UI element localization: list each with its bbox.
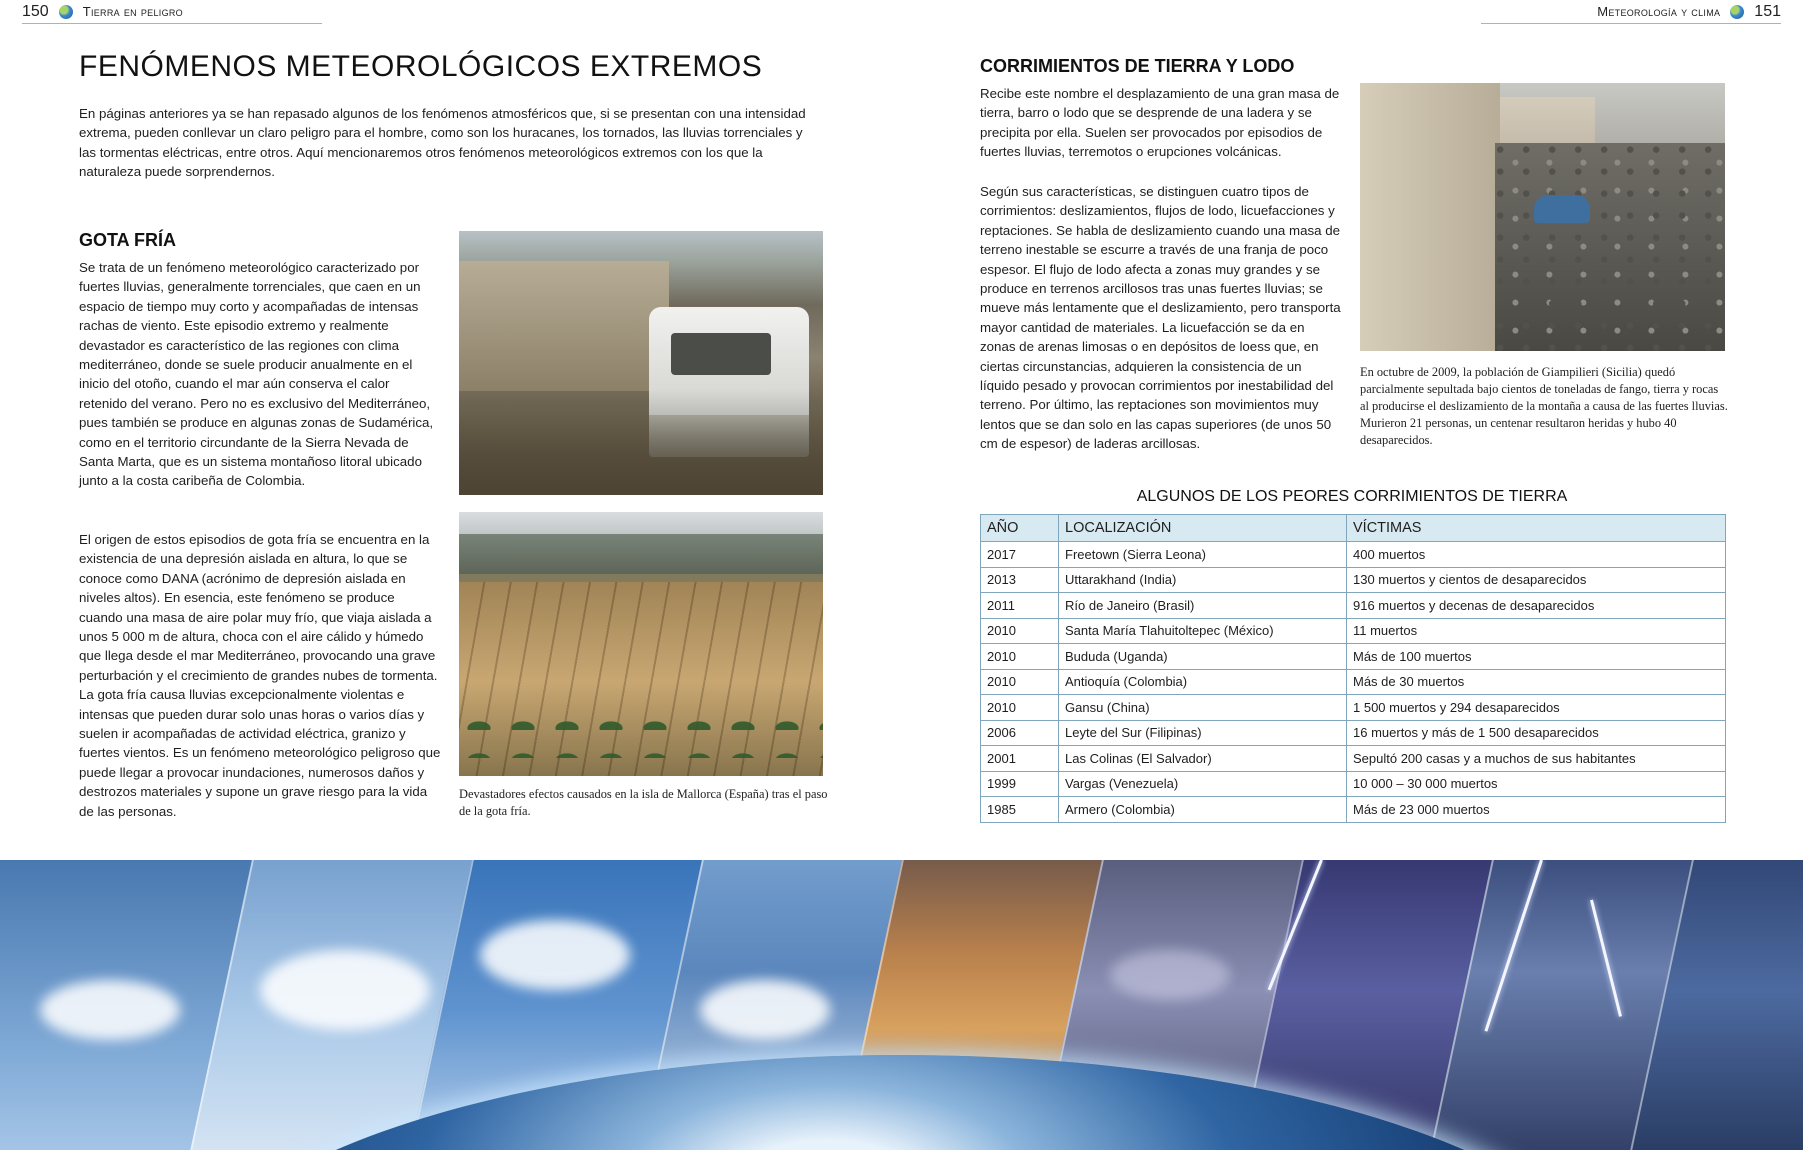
year-cell: 2010 bbox=[981, 669, 1059, 695]
location-cell: Leyte del Sur (Filipinas) bbox=[1059, 720, 1347, 746]
table-row bbox=[981, 771, 1726, 797]
year-cell: 2013 bbox=[981, 567, 1059, 593]
gota-fria-paragraph-2: El origen de estos episodios de gota fría se encuentra en la existencia de una depresión aislada en altura, lo que se conoce como DANA (acrónimo de depresión aislada en niveles altos). En esencia, este fenómeno se produce cuando una masa de aire polar muy frío, que viaja aislada a unos 5 000 m de altura, choca con el aire cálido y húmedo que llega desde el mar Mediterráneo, provocando una grave perturbación y el crecimiento de grandes nubes de tormenta. La gota fría causa lluvias excepcionalmente violentas e intensas que pueden durar solo unas horas o varios días y suelen ir acompañadas de actividad eléctrica, granizo y fuertes vientos. Es un fenómeno meteorológico peligroso que puede llegar a provocar inundaciones, numerosos daños y destrozos materiales y supone un grave riesgo para la vida de las personas. bbox=[79, 532, 441, 819]
victims-cell: Más de 30 muertos bbox=[1347, 669, 1726, 695]
corrimientos-paragraph-2: Según sus características, se distinguen cuatro tipos de corrimientos: deslizamientos, flujos de lodo, licuefacciones y reptaciones. Se habla de deslizamiento cuando una masa de terreno inestable se escurre a través de una franja de poco espesor. El flujo de lodo afecta a zonas muy grandes y se produce en terrenos arcillosos tras unas fuertes lluvias; se mueve más lentamente que el deslizamiento, pero transporta mayor cantidad de materiales. La licuefacción se da en zonas de arenas limosas o en depósitos de loess que, en ciertas circunstancias, adquieren la consistencia de un líquido pesado y provocan corrimientos por inestabilidad del terreno. Por último, las reptaciones son movimientos muy lentos que se dan solo en las capas superiores (de unos 50 cm de espesor) de laderas arcillosas. bbox=[980, 184, 1341, 452]
table-title: ALGUNOS DE LOS PEORES CORRIMIENTOS DE TIERRA bbox=[1136, 488, 1568, 505]
table-row bbox=[981, 797, 1726, 823]
column-header-victims: VÍCTIMAS bbox=[1347, 515, 1726, 542]
section-title-left: Tierra en peligro bbox=[82, 4, 183, 19]
table-row bbox=[981, 593, 1726, 619]
year-cell: 2006 bbox=[981, 720, 1059, 746]
year-cell: 1985 bbox=[981, 797, 1059, 823]
column-header-year: AÑO bbox=[981, 515, 1059, 542]
table-row bbox=[981, 695, 1726, 721]
victims-cell: Más de 100 muertos bbox=[1347, 644, 1726, 670]
running-header-right bbox=[1481, 0, 1781, 24]
globe-icon bbox=[59, 5, 73, 19]
table-row bbox=[981, 644, 1726, 670]
page-number-right: 151 bbox=[1754, 2, 1781, 20]
section-heading-gota-fria: GOTA FRÍA bbox=[79, 230, 176, 250]
year-cell: 2010 bbox=[981, 644, 1059, 670]
location-cell: Las Colinas (El Salvador) bbox=[1059, 746, 1347, 772]
flooded-greenhouse-photo bbox=[459, 512, 823, 776]
location-cell: Uttarakhand (India) bbox=[1059, 567, 1347, 593]
victims-cell: 130 muertos y cientos de desaparecidos bbox=[1347, 567, 1726, 593]
victims-cell: Sepultó 200 casas y a muchos de sus habitantes bbox=[1347, 746, 1726, 772]
location-cell: Antioquía (Colombia) bbox=[1059, 669, 1347, 695]
landslide-photo bbox=[1360, 83, 1725, 351]
section-title-right: Meteorología y clima bbox=[1597, 4, 1721, 19]
photo-caption-giampilieri: En octubre de 2009, la población de Giampilieri (Sicilia) quedó parcialmente sepultada bajo cientos de toneladas de fango, tierra y rocas al producirse el deslizamiento de la montaña a causa de las fuertes lluvias. Murieron 21 personas, un centenar resultaron heridas y hubo 40 desaparecidos. bbox=[1360, 365, 1728, 447]
gota-fria-paragraph-1: Se trata de un fenómeno meteorológico caracterizado por fuertes lluvias, generalmente torrenciales, que caen en un espacio de tiempo muy corto y acompañadas de intensas rachas de viento. Este episodio extremo y realmente devastador es característico de las regiones con clima mediterráneo, donde se suele producir anualmente en el inicio del otoño, cuando el mar aún conserva el calor retenido del verano. Pero no es exclusivo del Mediterráneo, pues también se produce en algunas zonas de Sudamérica, como en el territorio circundante de la Sierra Nevada de Santa Marta, que es un sistema montañoso litoral ubicado junto a la costa caribeña de Colombia. bbox=[79, 260, 434, 489]
location-cell: Río de Janeiro (Brasil) bbox=[1059, 593, 1347, 619]
photo-caption-mallorca: Devastadores efectos causados en la isla de Mallorca (España) tras el paso de la gota fría. bbox=[459, 787, 828, 818]
victims-cell: Más de 23 000 muertos bbox=[1347, 797, 1726, 823]
table-row bbox=[981, 746, 1726, 772]
landslides-table bbox=[980, 514, 1726, 823]
victims-cell: 10 000 – 30 000 muertos bbox=[1347, 771, 1726, 797]
table-header-row bbox=[981, 515, 1726, 542]
year-cell: 2010 bbox=[981, 695, 1059, 721]
location-cell: Armero (Colombia) bbox=[1059, 797, 1347, 823]
location-cell: Bududa (Uganda) bbox=[1059, 644, 1347, 670]
table-row bbox=[981, 669, 1726, 695]
lead-paragraph: En páginas anteriores ya se han repasado algunos de los fenómenos atmosféricos que, si se presentan con una intensidad extrema, pueden conllevar un claro peligro para el hombre, como son los huracanes, los tornados, las lluvias torrenciales y las tormentas eléctricas, entre otros. Aquí mencionaremos otros fenómenos meteorológicos extremos con los que la naturaleza puede sorprendernos. bbox=[79, 106, 806, 180]
victims-cell: 11 muertos bbox=[1347, 618, 1726, 644]
year-cell: 2011 bbox=[981, 593, 1059, 619]
table-row bbox=[981, 542, 1726, 568]
column-header-location: LOCALIZACIÓN bbox=[1059, 515, 1347, 542]
running-header-left bbox=[22, 0, 322, 24]
flood-street-photo bbox=[459, 231, 823, 495]
location-cell: Vargas (Venezuela) bbox=[1059, 771, 1347, 797]
location-cell: Freetown (Sierra Leona) bbox=[1059, 542, 1347, 568]
table-row bbox=[981, 720, 1726, 746]
globe-icon bbox=[1730, 5, 1744, 19]
victims-cell: 16 muertos y más de 1 500 desaparecidos bbox=[1347, 720, 1726, 746]
victims-cell: 400 muertos bbox=[1347, 542, 1726, 568]
victims-cell: 916 muertos y decenas de desaparecidos bbox=[1347, 593, 1726, 619]
year-cell: 2010 bbox=[981, 618, 1059, 644]
victims-cell: 1 500 muertos y 294 desaparecidos bbox=[1347, 695, 1726, 721]
year-cell: 2001 bbox=[981, 746, 1059, 772]
section-heading-corrimientos: CORRIMIENTOS DE TIERRA Y LODO bbox=[980, 56, 1295, 76]
page-title: FENÓMENOS METEOROLÓGICOS EXTREMOS bbox=[79, 50, 763, 83]
location-cell: Gansu (China) bbox=[1059, 695, 1347, 721]
corrimientos-paragraph-1: Recibe este nombre el desplazamiento de una gran masa de tierra, barro o lodo que se desprende de una ladera y se precipita por ella. Suelen ser provocados por episodios de fuertes lluvias, terremotos o erupciones volcánicas. bbox=[980, 86, 1340, 160]
location-cell: Santa María Tlahuitoltepec (México) bbox=[1059, 618, 1347, 644]
year-cell: 1999 bbox=[981, 771, 1059, 797]
table-row bbox=[981, 567, 1726, 593]
page-number-left: 150 bbox=[22, 2, 49, 20]
year-cell: 2017 bbox=[981, 542, 1059, 568]
table-row bbox=[981, 618, 1726, 644]
weather-collage-image bbox=[0, 860, 1803, 1150]
